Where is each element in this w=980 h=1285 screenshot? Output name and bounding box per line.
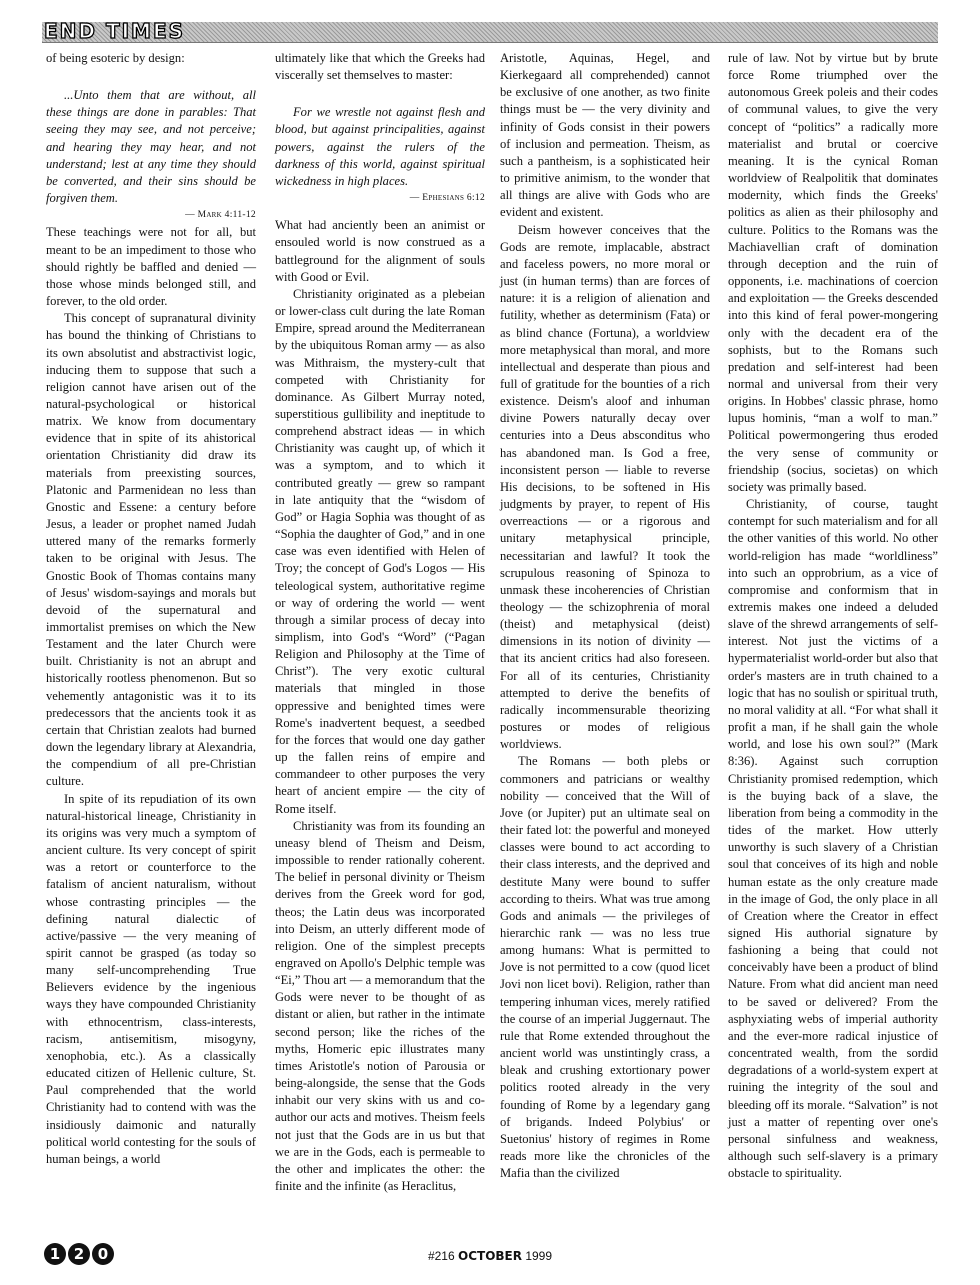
issue-year: 1999	[525, 1249, 553, 1263]
quote-text: ...Unto them that are without, all these things are done in parables: That seeing they may see, and not perceive; and hearing they may hear, and not understand; lest at any time they should be converted, and their sins should be forgiven them.	[46, 88, 256, 206]
paragraph: Deism however conceives that the Gods are remote, implacable, abstract and faceless powers, no more moral or just (in human terms) than are forces of nature: it is a religion of alienation and futility, whether as determinism (Fata) or as blind chance (Fortuna), a worldview more metaphysical than moral, and more intellectual and desperate than pious and full of gratitude for the bounties of a rich existence. Deism's aloof and inhuman divine Powers naturally decay over centuries into a Deus absconditus who has abandoned man. Is God a free, inconsistent person — liable to reverse His decisions, to be softened in His judgments by prayer, to repent of His overreactions — or a rigorous and unitary metaphysical principle, necessitarian and lawful? It took the scrupulous reasoning of Spinoza to unmask these incoherencies of Christian theology — the schizophrenia of moral (theist) and metaphysical (deist) dimensions in its notion of divinity — that its ancient critics had also foreseen. For all of its centuries, Christianity attempted to derive the benefits of radically incommensurable theorizing postures or modes of religious worldviews.	[500, 222, 710, 752]
paragraph: rule of law. Not by virtue but by brute force Rome triumphed over the autonomous Greek poleis and their codes of communal values, to give the very concept of “politics” a radically more materialist and brutal or coercive meaning. It is the cynical Roman worldview of Realpolitik that dominates modernity, which finds the Greeks' politics as alien as their philosophy and culture. Politics to the Romans was the Machiavellian craft of domination through deception and the ruin of opponents, i.e. machinations of coercion and exploitation — the Greeks descended into this kind of feral power-mongering only with the decadent era of the sophists, but to the Romans such predation and self-interest had been normal and universal from their very origins. In Hobbes' classic phrase, homo lupus hominis, “man a wolf to man.” Political powermongering thus eroded the very sense of community or friendship (socius, societas) on which society was primally based.	[728, 51, 938, 494]
scripture-quote	[46, 87, 256, 224]
paragraph: Christianity, of course, taught contempt for such materialism and for all the other vanities of this world. No other world-religion has made “worldliness” into such an opprobrium, as a vice of compromise and conformism that in extremis makes one indeed a deluded slave of the shrewd arrangements of self-interest. Not just the victims of a hypermaterialist world-order but also that order's masters are in truth chained to a logic that has no soulish or spiritual truth, no moral validity at all. “For what shall it profit a man, if he shall gain the whole world, and lose his own soul?” (Mark 8:36). Against such corruption Christianity promised redemption, which is the buying back of a slave, the liberation from being a commodity in the tides of the market. How utterly unworthy is such slavery of a Christian soul that conceives of its high and noble human estate as the only creature made in the image of God, the only place in all of Creation where the Creator in effect signed His authorial signature by fashioning a being that could not conceivably have been a product of blind Nature. From what did ancient man need to be saved or delivered? From the asphyxiating webs of imperial authority and the ever-more radical injustice of concentrated wealth, from the sordid degradations of a world-system expert at ruining the integrity of the soul and bleeding off its morale. “Salvation” is not just a matter of repenting over one's personal sinfulness and weakness, although such self-slavery is a primary obstacle to spirituality.	[728, 497, 938, 1181]
section-title: END TIMES	[44, 19, 186, 43]
paragraph: These teachings were not for all, but meant to be an impediment to those who should rightly be baffled and denied — those whose minds belonged still, and forever, to the old order.	[46, 225, 256, 309]
column-3	[500, 50, 710, 1182]
issue-footer	[0, 1249, 980, 1263]
lead-text: ultimately like that which the Greeks had viscerally set themselves to master:	[275, 51, 485, 83]
page-digit: 1	[44, 1243, 66, 1265]
paragraph: In spite of its repudiation of its own natural-historical lineage, Christianity in its origins was very much a symptom of ancient culture. Its very concept of spirit was a retort or counterforce to the fatalism of ancient naturalism, without whose contrasting principles — the defining natural dialectic of active/passive — the very meaning of spirit cannot be grasped (as today so many self-uncomprehending True Believers evidence by the ingenious ways they have compounded Christianity with ethnocentrism, class-interests, racism, antisemitism, misogyny, xenophobia, etc.). As a classically educated citizen of Hellenic culture, St. Paul comprehended that the world Christianity had to contend with was the insidiously daimonic and naturally political world contesting for the souls of human beings, a world	[46, 791, 256, 1166]
quote-citation: — Ephesians 6:12	[409, 193, 485, 204]
column-4	[728, 50, 938, 1182]
paragraph: This concept of supranatural divinity has bound the thinking of Christians to its own absolutist and abstractivist logic, inducing them to suppose that such a religion cannot have arisen out of the natural-psychological or historical matrix. We know from documentary evidence that in spite of its ahistorical orientation Christianity did draw its materials from preexisting sources, Platonic and Parmenidean no less than Gnostic and Essene: a century before Jesus, a leader or prophet named Judah uttered many of the remarks formerly taken to be original with Jesus. The Gnostic Book of Thomas contains many of Jesus' wisdom-sayings and morals but devoid of the supernatural and immortalist premises on which the New Testament and the later Church were built. Christianity is not an abrupt and historically rootless phenomenon. But so vehemently antagonistic was it to its predecessors that the ancients took it as certain that Christian zealots had burned down the legendary library at Alexandria, the compendium of all pre-Christian culture.	[46, 311, 256, 789]
column-1	[46, 50, 256, 1168]
column-2	[275, 50, 485, 1195]
quote-text: For we wrestle not against flesh and blood, but against principalities, against powers, against the rulers of the darkness of this world, against spiritual wickedness in high places.	[275, 105, 485, 188]
paragraph: Christianity originated as a plebeian or lower-class cult during the late Roman Empire, spread around the Mediterranean by the ubiquitous Roman army — as also was Mithraism, the mystery-cult that competed with Christianity for dominance. As Gilbert Murray noted, superstitious gullibility and ineptitude to comprehend abstract ideas — in which Christianity was caught up, of which it was a symptom, and to which it contributed greatly — grew so rampant in late antiquity that the “wisdom of God” or Hagia Sophia was thought of as “Sophia the daughter of God,” and in one case was even identified with Helen of Troy; the concept of God's Logos — His teleological system, authoritative regime or way of ordering the world — went through a similar process of decay into simplism, into God's “Word” (“Pagan Religion and Philosophy at the Time of Christ”). The very exotic cultural materials that mingled in those oppressive and benighted times were Rome's inadvertent bequest, a seedbed for the forces that would one day gather up the fallen reins of empire and commandeer to other purposes the very heart of ancient empire — the city of Rome itself.	[275, 286, 485, 816]
paragraph: Aristotle, Aquinas, Hegel, and Kierkegaard all comprehended) cannot be exclusive of one another, as two finite things must be — the very divinity and infinity of Gods consist in their powers of inclusion and permeation. Theism, as such a pantheism, is a sophisticated heir to primitive animism, to the wonder that all things are alive with Gods who are evident and existent.	[500, 51, 710, 220]
lead-text: of being esoteric by design:	[46, 51, 185, 65]
page-digit: 0	[92, 1243, 114, 1265]
paragraph: Christianity was from its founding an uneasy blend of Theism and Deism, impossible to render rationally coherent. The belief in personal divinity or Theism derives from the Greek word for god, theos; the Latin deus was incorporated into Deism, an utterly different mode of religion. One of the simplest precepts engraved on Apollo's Delphic temple was “Ei,” Thou art — a memorandum that the Gods were never to be thought of as distant or alien, but rather in the intimate second person; like the riches of the myths, Homeric epic illustrates many times Aristotle's notion of Parousia or being-alongside, the sense that the Gods inhabit our very skins with us and co-author our acts and motives. Theism feels not just that the Gods are in us but that we are in the Gods, each is permeable to the other and implicates the other: the finite and the infinite (as Heraclitus,	[275, 818, 485, 1193]
paragraph: What had anciently been an animist or ensouled world is now construed as a battleground for the alignment of souls with Good or Evil.	[275, 218, 485, 284]
paragraph: The Romans — both plebs or commoners and patricians or wealthy nobility — conceived that the Will of Jove (or Jupiter) put an ultimate seal on their fated lot: the powerful and moneyed classes were bound to act according to their class interests, and the deprived and destitute Many were bound to suffer according to theirs. What was true among Gods and animals — the privileges of hierarchic rank — was no less true among humans: What is permitted to Jove is not permitted to a cow (quod licet Jovi non licet bovi). Religion, rather than tempering inhuman vices, merely ratified the course of an imperial Juggernaut. The rule that Rome extended throughout the ancient world was unstintingly crass, a bleak and crushing extortionary power politics rooted already in the very founding of Rome by a legendary gang of brigands. Indeed Polybius' or Suetonius' history of regimes in Rome reads more like the chronicles of the Mafia than the civilized	[500, 754, 710, 1181]
issue-number: #216	[427, 1249, 455, 1263]
issue-month: OCTOBER	[458, 1249, 522, 1263]
page-digit: 2	[68, 1243, 90, 1265]
scripture-quote	[275, 104, 485, 207]
quote-citation: — Mark 4:11-12	[185, 210, 256, 221]
